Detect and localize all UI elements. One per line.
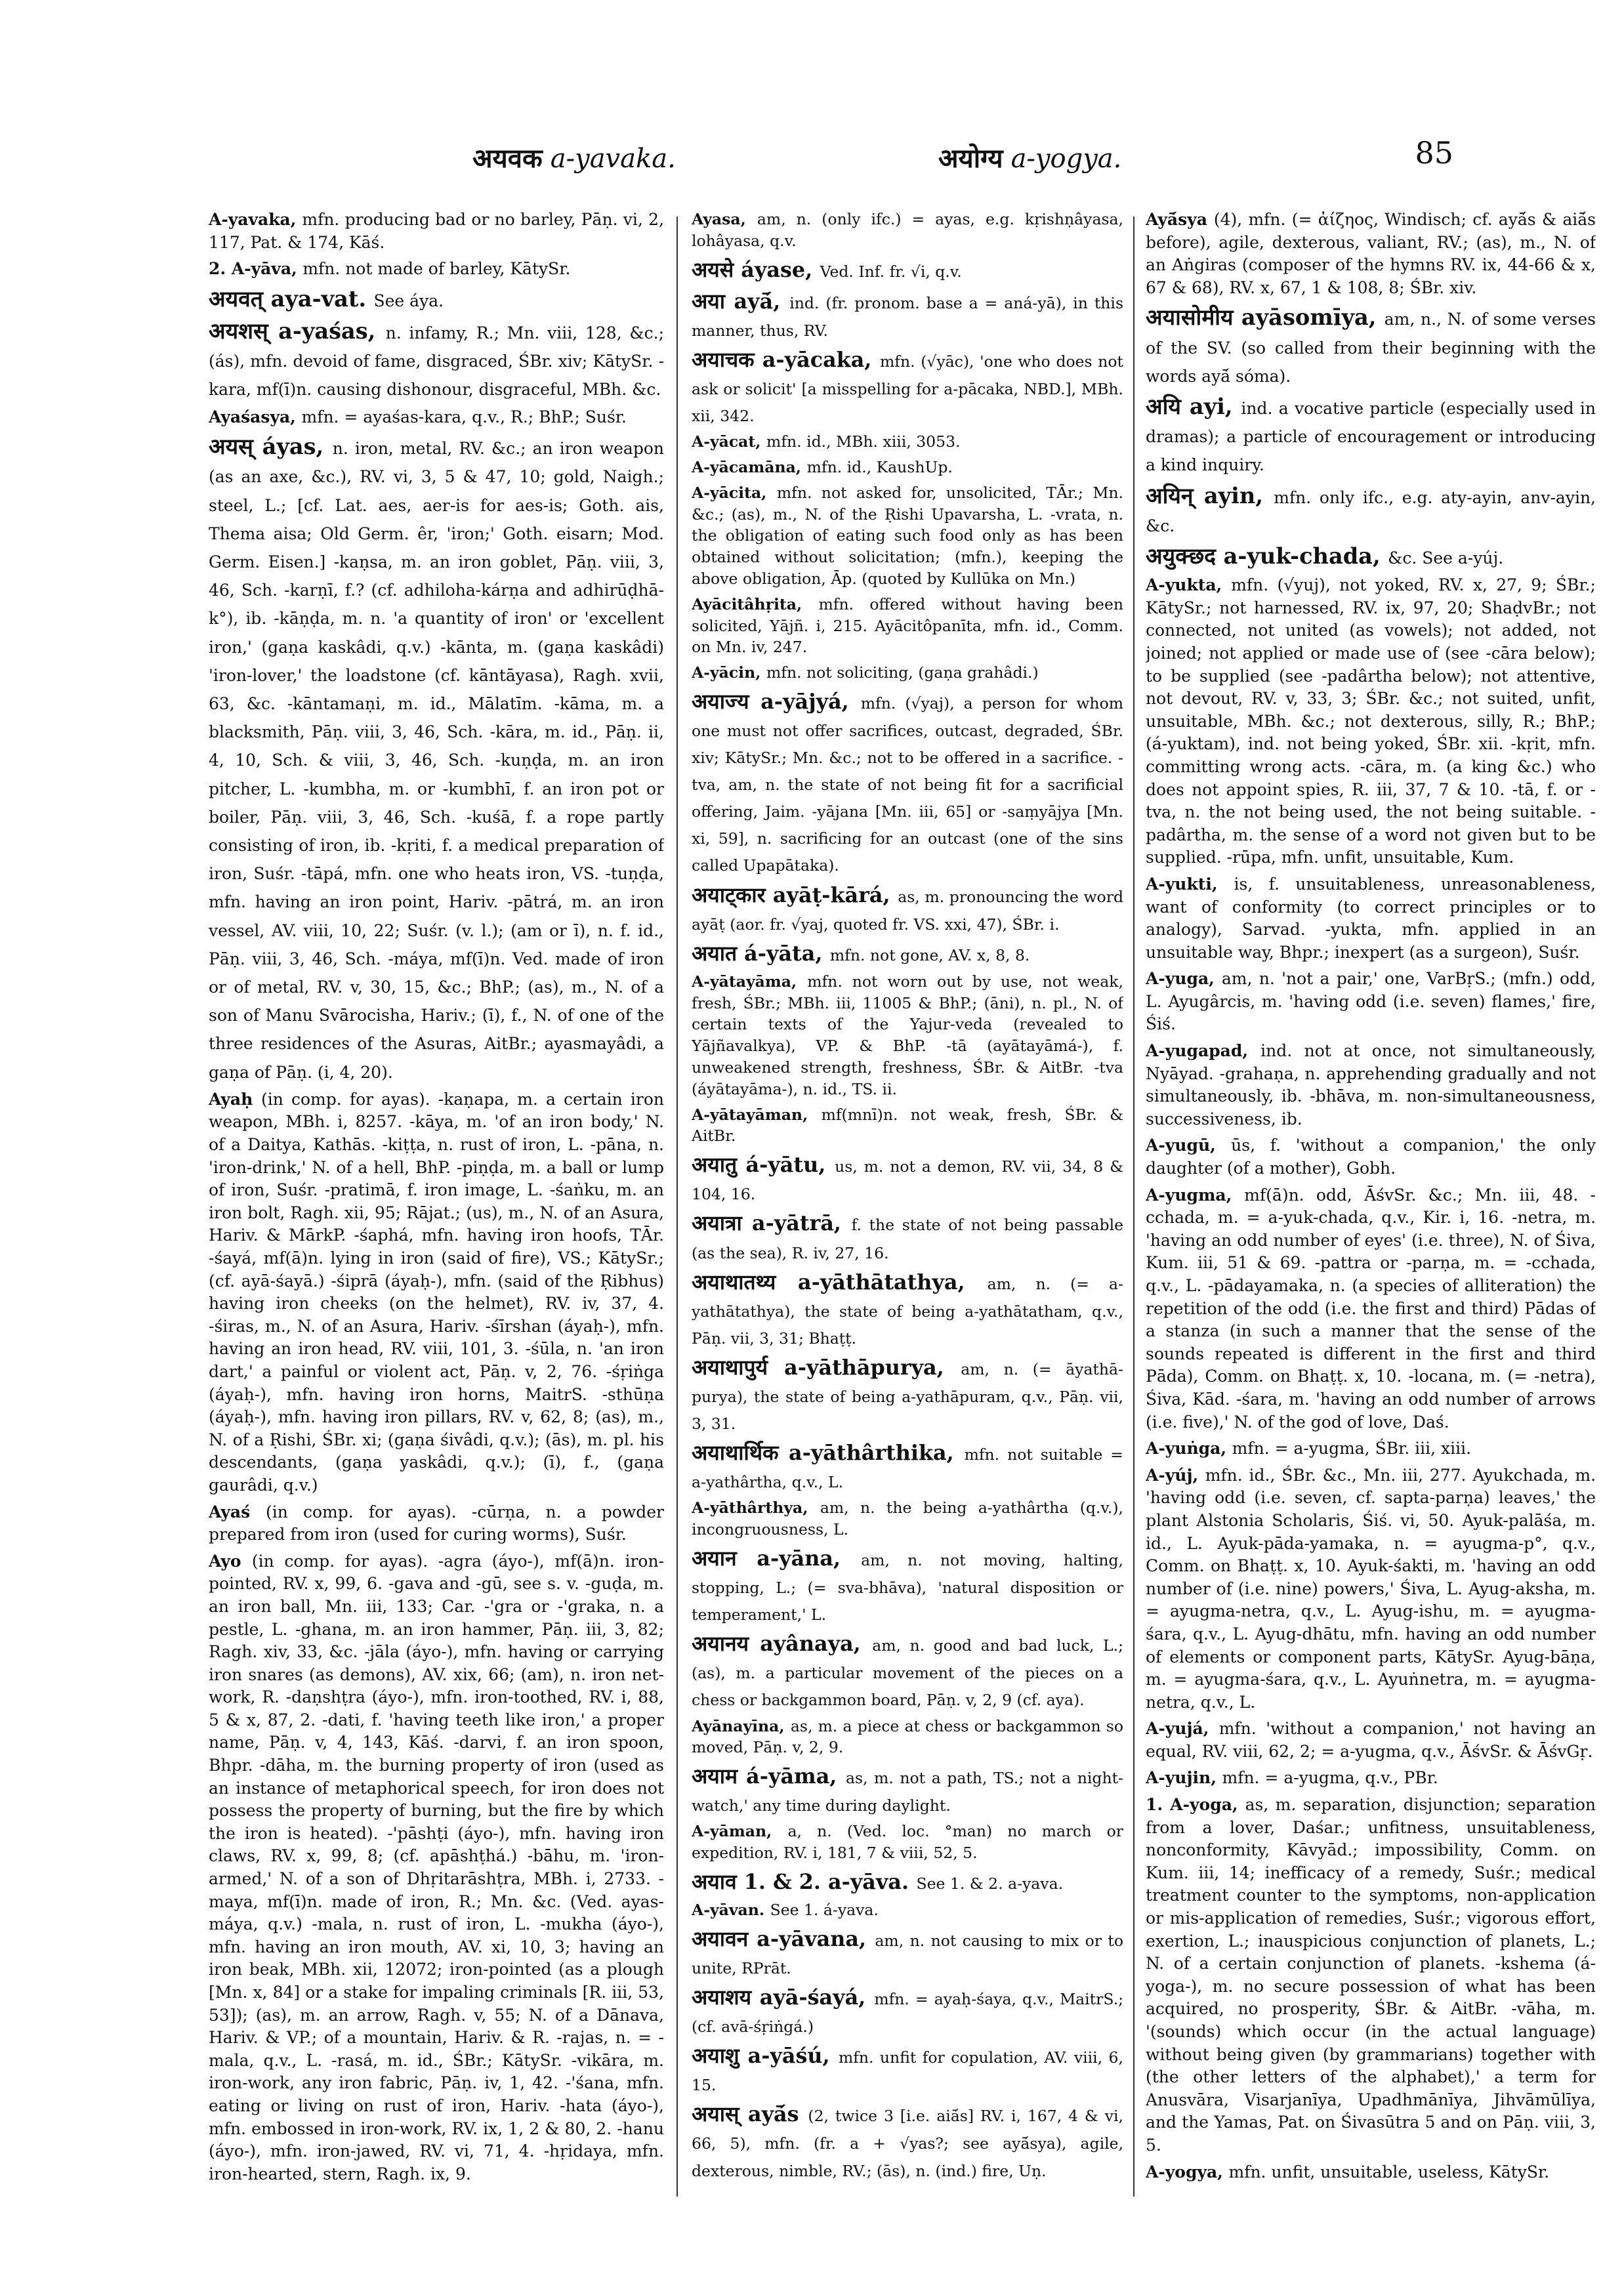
- entry-definition: am, n. (= a-yathātathya), the state of being a-yathātatham, q.v., Pāṇ. vii, 3, 31; Bhaṭṭ.: [692, 1274, 1123, 1348]
- dictionary-entry: [1146, 1794, 1596, 2157]
- entry-definition: (2, twice 3 [i.e. aiā́s] RV. i, 167, 4 & vi, 66, 5), mfn. (fr. a + √yas?; see ayā́sya), agile, dexterous, nimble, RV.; (ās), n. (ind.) fire, Uṇ.: [692, 2107, 1123, 2180]
- entry-definition: as, m. pronouncing the word ayāṭ (aor. fr. √yaj, quoted fr. VS. xxi, 47), ŚBr. i.: [692, 887, 1123, 934]
- entry-headword: Ayānayīna,: [692, 1716, 785, 1735]
- dictionary-entry: [692, 971, 1123, 1100]
- entry-headword: A-yācamāna,: [692, 457, 801, 476]
- entry-definition: am, n., N. of some verses of the SV. (so called from their beginning with the words ayā́ sóma).: [1146, 310, 1596, 386]
- entry-headword: अयाम á-yāma,: [692, 1764, 837, 1789]
- dictionary-entry: [1146, 1767, 1596, 1790]
- entry-headword: A-yogya,: [1146, 2162, 1223, 2181]
- entry-headword: Ayaḥ: [209, 1089, 253, 1109]
- entry-headword: 1. A-yoga,: [1146, 1795, 1238, 1815]
- entry-headword: Ayasa,: [692, 210, 746, 228]
- dictionary-entry: [209, 1550, 664, 2186]
- entry-headword: A-yugū,: [1146, 1136, 1216, 1155]
- entry-definition: mfn. not asked for, unsolicited, TĀr.; Mn. &c.; (as), m., N. of the Ṛishi Upavarsha, L. -vrata, n. the obligation of eating such food only as has been obtained without solicitation; (mfn.), keeping the above obligation, Āp. (quoted by Kullūka on Mn.): [692, 483, 1123, 588]
- entry-headword: अयातु á-yātu,: [692, 1153, 826, 1178]
- entry-definition: See 1. & 2. a-yava.: [916, 1874, 1064, 1893]
- entry-definition: as, m. not a path, TS.; not a night-watch,' any time during daylight.: [692, 1769, 1123, 1815]
- entry-definition: mfn. producing bad or no barley, Pāṇ. vi, 2, 117, Pat. & 174, Kāś.: [209, 210, 664, 252]
- dictionary-entry: [209, 406, 664, 429]
- entry-definition: mfn. = ayaśas-kara, q.v., R.; BhP.; Suśr.: [301, 407, 627, 426]
- entry-headword: अयाथापुर्य a-yāthāpurya,: [692, 1355, 944, 1380]
- column-divider: [1133, 217, 1135, 2197]
- dictionary-entry: [692, 209, 1123, 252]
- entry-definition: ind. (fr. pronom. base a = aná-yā), in this manner, thus, RV.: [692, 293, 1123, 340]
- entry-definition: mfn. 'without a companion,' not having an equal, RV. viii, 62, 2; = a-yugma, q.v., ĀśvSr. & ĀśvGṛ.: [1146, 1719, 1596, 1761]
- running-head-left-devanagari: अयवक: [472, 143, 543, 174]
- entry-definition: mfn. id., MBh. xiii, 3053.: [766, 432, 961, 451]
- running-head-left: [472, 139, 676, 175]
- entry-headword: अयिन् ayin,: [1146, 482, 1264, 508]
- entry-headword: A-yāman,: [692, 1822, 772, 1841]
- entry-headword: अयाज्य a-yājyá,: [692, 689, 849, 714]
- entry-definition: (in comp. for ayas). -agra (áyo-), mf(ā)n. iron-pointed, RV. x, 99, 6. -gava and -gū, see s. v. -guḍa, m. an iron ball, Mn. iii, 133; Car. -'gra or -'graka, n. a pestle, L. -ghana, m. an iron hammer, Pāṇ. iii, 3, 82; Ragh. xiv, 33, &c. -jāla (áyo-), mfn. having or carrying iron snares (as demons), AV. xix, 66; (am), n. iron net-work, R. -daṇshṭra (áyo-), mfn. iron-toothed, RV. i, 88, 5 & x, 87, 2. -dati, f. 'having teeth like iron,' a proper name, Pāṇ. v, 4, 143, Kāś. -darvi, f. an iron spoon, Bhpr. -dāha, m. the burning property of iron (used as an instance of metaphorical speech, for iron does not possess the property of burning, but the fire by which the iron is heated). -'pāshṭi (áyo-), mfn. having iron claws, RV. x, 99, 8; (cf. apāshṭhá.) -bāhu, m. 'iron-armed,' N. of a son of Dhṛitarāshṭra, MBh. i, 2733. -maya, mf(ī)n. made of iron, R.; Mn. &c. (Ved. ayas-máya, q.v.) -mala, n. rust of iron, L. -mukha (áyo-), mfn. having an iron mouth, AV. xi, 10, 3; having an iron beak, MBh. xii, 12072; iron-pointed (as a plough [Mn. x, 84] or a stake for impaling criminals [R. iii, 53, 53]); (as), m. an arrow, Ragh. v, 55; N. of a Dānava, Hariv. & VP.; of a mountain, Hariv. & R. -rajas, n. = -mala, q.v., L. -rasá, m. id., ŚBr.; KātySr. -vikāra, m. iron-work, any iron fabric, Pāṇ. iv, 1, 42. -'śana, mfn. eating or living on rust of iron, Hariv. -hata (áyo-), mfn. embossed in iron-work, RV. ix, 1, 2 & 80, 2. -hanu (áyo-), mfn. iron-jawed, RV. vi, 71, 4. -hṛidaya, mfn. iron-hearted, stern, Ragh. ix, 9.: [209, 1551, 664, 2183]
- dictionary-entry: [209, 285, 664, 313]
- dictionary-entry: [692, 688, 1123, 877]
- entry-definition: a, n. (Ved. loc. °man) no march or expedition, RV. i, 181, 7 & viii, 52, 5.: [692, 1822, 1123, 1863]
- dictionary-entry: [209, 1501, 664, 1546]
- entry-headword: A-yātayāman,: [692, 1105, 808, 1124]
- entry-definition: mfn. = ayaḥ-śaya, q.v., MaitrS.; (cf. avā-śṛiṅgá.): [692, 1989, 1123, 2037]
- dictionary-entry: [692, 1716, 1123, 1759]
- entry-headword: A-yāvan.: [692, 1900, 765, 1919]
- dictionary-entry: [1146, 2161, 1596, 2184]
- entry-definition: ūs, f. 'without a companion,' the only daughter (of a mother), Gobh.: [1146, 1136, 1596, 1178]
- entry-definition: am, n. not causing to mix or to unite, RPrāt.: [692, 1931, 1123, 1977]
- entry-headword: A-yuga,: [1146, 969, 1215, 989]
- entry-headword: A-yuṅga,: [1146, 1439, 1227, 1458]
- dictionary-entry: [692, 431, 1123, 453]
- dictionary-entry: [692, 457, 1123, 478]
- entry-headword: A-yúj,: [1146, 1465, 1199, 1485]
- entry-headword: Ayācitâhṛita,: [692, 594, 802, 613]
- dictionary-entry: [692, 2042, 1123, 2096]
- entry-headword: अयावन a-yāvana,: [692, 1926, 867, 1951]
- entry-headword: Ayo: [209, 1551, 241, 1571]
- dictionary-entry: [1146, 1437, 1596, 1460]
- dictionary-entry: [692, 287, 1123, 342]
- entry-definition: mfn. only ifc., e.g. aty-ayin, anv-ayin, &c.: [1146, 487, 1596, 535]
- dictionary-entry: [692, 1868, 1123, 1895]
- entry-definition: mfn. (√yuj), not yoked, RV. x, 27, 9; ŚBr.; KātySr.; not harnessed, RV. ix, 97, 20; ShaḍvBr.; not connected, not united (as vowels); not added, not joined; not applied or made use of (see -cāra below); to be supplied (see -padârtha below); not attentive, not devout, RV. v, 33, 3; ŚBr. &c.; not suited, unfit, unsuitable, MBh. &c.; not dexterous, silly, R.; BhP.; (á-yuktam), ind. not being yoked, ŚBr. xii. -kṛit, mfn. committing wrong acts. -cāra, m. (a king &c.) who does not appoint spies, R. iii, 37, 7 & 10. -tā, f. or -tva, n. the not being used, the not being suitable. -padârtha, m. the sense of a word not given but to be supplied. -rūpa, mfn. unfit, unsuitable, Kum.: [1146, 575, 1596, 867]
- entry-definition: mfn. not soliciting, (gaṇa grahâdi.): [766, 663, 1039, 682]
- entry-definition: am, n. good and bad luck, L.; (as), m. a particular movement of the pieces on a chess or backgammon board, Pāṇ. v, 2, 9 (cf. aya).: [692, 1636, 1123, 1710]
- dictionary-entry: [1146, 482, 1596, 538]
- entry-headword: अयास् ayā́s: [692, 2102, 799, 2127]
- entry-headword: अयानय ayânaya,: [692, 1632, 861, 1657]
- running-head-left-roman: a-yavaka.: [550, 144, 676, 174]
- entry-definition: mfn. unfit, unsuitable, useless, KātySr.: [1228, 2162, 1550, 2181]
- entry-definition: ind. a vocative particle (especially used in dramas); a particle of encouragement or introducing a kind inquiry.: [1146, 398, 1596, 475]
- entry-definition: mfn. not gone, AV. x, 8, 8.: [829, 945, 1030, 964]
- dictionary-entry: [692, 594, 1123, 658]
- entry-headword: अयाथार्थिक a-yāthârthika,: [692, 1441, 954, 1466]
- entry-headword: अयसे áyase,: [692, 257, 813, 282]
- entry-definition: ind. not at once, not simultaneously, Nyāyad. -grahaṇa, n. apprehending gradually and not simultaneously, ib. -bhāva, m. non-simultaneousness, successiveness, ib.: [1146, 1041, 1596, 1128]
- page-number: 85: [1415, 135, 1453, 171]
- dictionary-entry: [1146, 1184, 1596, 1434]
- entry-headword: A-yāthârthya,: [692, 1499, 808, 1518]
- column-middle: [692, 209, 1123, 2197]
- entry-headword: अयाचक a-yācaka,: [692, 347, 872, 372]
- entry-headword: A-yukta,: [1146, 575, 1222, 595]
- dictionary-entry: [692, 346, 1123, 427]
- dictionary-entry: [1146, 303, 1596, 388]
- dictionary-entry: [209, 1088, 664, 1497]
- entry-headword: अयशस् a-yaśas,: [209, 317, 376, 344]
- entry-definition: mfn. (√yaj), a person for whom one must not offer sacrifices, outcast, degraded, ŚBr. xiv; KātySr.; Mn. &c.; not to be offered in a sacrifice. -tva, am, n. the state of not being fit for a sacrificial offering, Jaim. -yājana [Mn. iii, 65] or -saṃyājya [Mn. xi, 59], n. sacrificing for an outcast (one of the sins called Upapātaka).: [692, 693, 1123, 875]
- dictionary-entry: [692, 881, 1123, 936]
- dictionary-entry: [692, 1354, 1123, 1435]
- running-head-center-roman: a-yogya.: [1010, 144, 1122, 174]
- entry-definition: Ved. Inf. fr. √i, q.v.: [820, 262, 962, 281]
- dictionary-entry: [209, 432, 664, 1085]
- entry-definition: mfn. id., KaushUp.: [806, 457, 953, 476]
- entry-headword: A-yukti,: [1146, 874, 1218, 894]
- dictionary-entry: [692, 256, 1123, 283]
- dictionary-entry: [692, 1544, 1123, 1626]
- running-head-center: [938, 139, 1121, 175]
- dictionary-entry: [209, 209, 664, 254]
- dictionary-entry: [692, 1439, 1123, 1493]
- entry-definition: n. infamy, R.; Mn. viii, 128, &c.; (ás), mfn. devoid of fame, disgraced, ŚBr. xiv; KātySr. -kara, mf(ī)n. causing dishonour, disgraceful, MBh. &c.: [209, 323, 664, 400]
- dictionary-entry: [692, 1762, 1123, 1817]
- entry-definition: mfn. id., ŚBr. &c., Mn. iii, 277. Ayukchada, m. 'having odd (i.e. seven, cf. sapta-parṇa) leaves,' the plant Alstonia Scholaris, Śiś. vi, 50. Ayuk-palāśa, m. id., L. Ayuk-pāda-yamaka, n. = ayugma-p°, q.v., Comm. on Bhaṭṭ. x, 10. Ayuk-śakti, m. 'having an odd number of (i.e. nine) powers,' Śiva, L. Ayug-aksha, m. = ayugma-netra, q.v., L. Ayug-ishu, m. = ayugma-śara, q.v., L. Ayug-dhātu, mfn. having an odd number of elements or component parts, KātySr. Ayug-bāṇa, m. = ayugma-śara, q.v., L. Ayuṅnetra, m. = ayugma-netra, q.v., L.: [1146, 1465, 1596, 1712]
- entry-headword: अयवत् aya-vat.: [209, 285, 367, 312]
- entry-headword: 2. A-yāva,: [209, 259, 297, 279]
- entry-definition: (4), mfn. (= ἀίζηος, Windisch; cf. ayā́s & aiā́s before), agile, dexterous, valiant, RV.; (as), m., N. of an Aṅgiras (composer of the hymns RV. ix, 44-66 & x, 67 & 68), RV. x, 67, 1 & 108, 8; ŚBr. xiv.: [1146, 210, 1596, 297]
- entry-headword: A-yātayāma,: [692, 972, 797, 991]
- entry-headword: A-yācat,: [692, 432, 761, 451]
- entry-headword: अयाशु a-yāśú,: [692, 2044, 830, 2069]
- entry-definition: (in comp. for ayas). -kaṇapa, m. a certain iron weapon, MBh. i, 8257. -kāya, m. 'of an iron body,' N. of a Daitya, Kathās. -kiṭṭa, n. rust of iron, L. -pāna, n. 'iron-drink,' N. of a hell, BhP. -piṇḍa, m. a ball or lump of iron, Suśr. -pratimā, f. iron image, L. -śaṅku, m. an iron bolt, Ragh. xii, 95; Rājat.; (us), m., N. of an Asura, Hariv. & MārkP. -śaphá, mfn. having iron hoofs, TĀr. -śayá, mf(ā)n. lying in iron (said of fire), VS.; KātySr.; (cf. ayā-śayā.) -śiprā (áyaḥ-), mfn. (said of the Ṛibhus) having iron cheeks (on the helmet), RV. iv, 37, 4. -śiras, m., N. of an Asura, Hariv. -śīrshan (áyaḥ-), mfn. having an iron head, RV. viii, 101, 3. -śūla, n. 'an iron dart,' a painful or violent act, Pāṇ. v, 2, 76. -śṛiṅga (áyaḥ-), mfn. having iron horns, MaitrS. -sthūṇa (áyaḥ-), mfn. having iron pillars, RV. v, 62, 8; (as), m., N. of a Ṛishi, ŚBr. xi; (gaṇa śivâdi, q.v.); (ās), m. pl. his descendants, (gaṇa yaskâdi, q.v.); (ī), f., (gaṇa gaurâdi, q.v.): [209, 1089, 664, 1495]
- entry-headword: अया ayā́,: [692, 289, 781, 314]
- entry-headword: A-yujá,: [1146, 1719, 1209, 1739]
- page-header: [0, 0, 1624, 210]
- dictionary-entry: [1146, 209, 1596, 299]
- entry-definition: mfn. = a-yugma, q.v., PBr.: [1222, 1768, 1438, 1788]
- dictionary-entry: [1146, 574, 1596, 869]
- column-divider: [677, 217, 678, 2197]
- entry-headword: अयात á-yāta,: [692, 941, 823, 966]
- dictionary-entry: [1146, 873, 1596, 964]
- entry-definition: mfn. (√yāc), 'one who does not ask or solicit' [a misspelling for a-pācaka, NBD.], MBh. xii, 342.: [692, 352, 1123, 426]
- entry-definition: mfn. not made of barley, KātySr.: [302, 259, 571, 279]
- entry-headword: A-yavaka,: [209, 210, 297, 229]
- entry-definition: n. iron, metal, RV. &c.; an iron weapon (as an axe, &c.), RV. vi, 3, 5 & 47, 10; gold, Naigh.; steel, L.; [cf. Lat. aes, aer-is for aes-is; Goth. ais, Thema aisa; Old Germ. êr, 'iron;' Goth. eisarn; Mod. Germ. Eisen.] -kaṇsa, m. an iron goblet, Pāṇ. viii, 3, 46, Sch. -karṇī, f.? (cf. adhiloha-kárṇa and adhirūḍhā-k°), ib. -kāṇḍa, m. n. 'a quantity of iron' or 'excellent iron,' (gaṇa kaskâdi, q.v.) -kānta, m. (gaṇa kaskâdi) 'iron-lover,' the loadstone (cf. kāntāyasa), Ragh. xvii, 63, &c. -kāntamaṇi, m. id., Mālatīm. -kāma, m. a blacksmith, Pāṇ. viii, 3, 46, Sch. -kāra, m. id., Pāṇ. ii, 4, 10, Sch. & viii, 3, 46, Sch. -kuṇḍa, m. an iron pitcher, L. -kumbha, m. or -kumbhī, f. an iron pot or boiler, Pāṇ. viii, 3, 46, Sch. -kuśā, f. a rope partly consisting of iron, ib. -kṛiti, f. a medical preparation of iron, Suśr. -tāpá, mfn. one who heats iron, VS. -tuṇḍa, mfn. having an iron point, Hariv. -pātrá, m. an iron vessel, AV. viii, 10, 22; Suśr. (v. l.); (am or ī), n. f. id., Pāṇ. viii, 3, 46, Sch. -máya, mf(ī)n. Ved. made of iron or of metal, RV. v, 30, 15, &c.; BhP.; (as), m., N. of a son of Manu Svārocisha, Hariv.; (ī), f., N. of one of the three residences of the Asuras, AitBr.; ayasmayâdi, a gaṇa of Pāṇ. (i, 4, 20).: [209, 439, 664, 1082]
- entry-definition: f. the state of not being passable (as the sea), R. iv, 27, 16.: [692, 1216, 1123, 1262]
- entry-definition: as, m. a piece at chess or backgammon so moved, Pāṇ. v, 2, 9.: [692, 1716, 1123, 1757]
- entry-definition: mfn. offered without having been solicited, Yājñ. i, 215. Ayācitôpanīta, mfn. id., Comm. on Mn. iv, 247.: [692, 594, 1123, 657]
- dictionary-entry: [692, 1630, 1123, 1711]
- entry-headword: अयान a-yāna,: [692, 1546, 841, 1571]
- dictionary-entry: [1146, 392, 1596, 478]
- dictionary-entry: [692, 1209, 1123, 1264]
- entry-definition: mfn. not worn out by use, not weak, fresh, ŚBr.; MBh. iii, 11005 & BhP.; (āni), n. pl., N. of certain texts of the Yajur-veda (revealed to Yājñavalkya), VP. & BhP. -tā (ayātayāmá-), f. unweakened strength, freshness, ŚBr. & AitBr. -tva (áyātayāma-), n. id., TS. ii.: [692, 972, 1123, 1098]
- column-left: [209, 209, 664, 2197]
- entry-headword: Ayaś: [209, 1502, 251, 1521]
- entry-definition: us, m. not a demon, RV. vii, 34, 8 & 104, 16.: [692, 1157, 1123, 1204]
- dictionary-entry: [692, 1925, 1123, 1979]
- entry-definition: is, f. unsuitableness, unreasonableness, want of conformity (to correct principles or to analogy), Sarvad. -yukta, mfn. applied in an unsuitable way, Bhpr.; inexpert (as a surgeon), Suśr.: [1146, 874, 1596, 962]
- column-right: [1146, 209, 1596, 2197]
- entry-headword: A-yugapad,: [1146, 1041, 1249, 1061]
- entry-definition: mfn. = a-yugma, ŚBr. iii, xiii.: [1232, 1439, 1472, 1458]
- entry-definition: am, n. 'not a pair,' one, VarBṛS.; (mfn.) odd, L. Ayugârcis, m. 'having odd (i.e. seven) flames,' fire, Śiś.: [1146, 969, 1596, 1034]
- entry-headword: अयुक्छद a-yuk-chada,: [1146, 543, 1381, 569]
- dictionary-entry: [1146, 968, 1596, 1036]
- dictionary-entry: [209, 258, 664, 281]
- dictionary-entry: [692, 940, 1123, 967]
- entry-headword: A-yācin,: [692, 663, 761, 682]
- dictionary-entry: [1146, 1718, 1596, 1763]
- entry-headword: अयाट्कार ayāṭ-kārá,: [692, 882, 890, 907]
- entry-definition: am, n. not moving, halting, stopping, L.; (= sva-bhāva), 'natural disposition or temperament,' L.: [692, 1550, 1123, 1624]
- dictionary-entry: [1146, 1134, 1596, 1180]
- entry-definition: (in comp. for ayas). -cūrṇa, n. a powder prepared from iron (used for curing worms), Suśr.: [209, 1502, 664, 1544]
- entry-headword: Ayā́sya: [1146, 210, 1207, 229]
- entry-headword: अयाथातथ्य a-yāthātathya,: [692, 1270, 965, 1294]
- entry-definition: mf(ā)n. odd, ĀśvSr. &c.; Mn. iii, 48. -cchada, m. = a-yuk-chada, q.v., Kir. i, 16. -netra, m. 'having an odd number of eyes' (i.e. three), N. of Śiva, Kum. iii, 51 & 69. -pattra or -parṇa, m. = -cchada, q.v., L. -pādayamaka, n. (a species of alliteration) the repetition of the odd (i.e. the first and third) Pādas of a stanza (in such a manner that the sense of the sounds repeated is different in the first and third Pāda), Comm. on Bhaṭṭ. x, 10. -locana, m. (= -netra), Śiva, Kād. -śara, m. 'having an odd number of arrows (i.e. five),' N. of the god of love, Daś.: [1146, 1185, 1596, 1432]
- dictionary-entry: [1146, 1040, 1596, 1130]
- dictionary-entry: [692, 1899, 1123, 1921]
- entry-headword: A-yugma,: [1146, 1185, 1232, 1205]
- entry-definition: as, m. separation, disjunction; separation from a lover, Daśar.; unfitness, unsuitableness, nonconformity, Kāvyād.; impossibility, Comm. on Kum. iii, 14; inefficacy of a remedy, Suśr.; medical treatment counter to the symptoms, non-application or mis-application of remedies, Suśr.; vigorous effort, exertion, L.; inauspicious conjunction of planets, L.; N. of a certain conjunction of planets. -kshema (á-yoga-), m. no secure possession of what has been acquired, no prosperity, ŚBr. & AitBr. -vāha, m. '(sounds) which occur (in the actual language) without being given (by grammarians) together with (the other letters of the alphabet),' a term for Anusvāra, Visarjanīya, Upadhmānīya, Jihvāmūlīya, and the Yamas, Pat. on Śivasūtra 5 and on Pāṇ. viii, 3, 5.: [1146, 1795, 1596, 2155]
- dictionary-entry: [692, 1151, 1123, 1205]
- entry-headword: अयस् áyas,: [209, 433, 324, 460]
- entry-definition: See áya.: [373, 291, 444, 310]
- entry-definition: am, n. (= āyathā-purya), the state of being a-yathāpuram, q.v., Pāṇ. vii, 3, 31.: [692, 1359, 1123, 1434]
- entry-definition: mf(mnī)n. not weak, fresh, ŚBr. & AitBr.: [692, 1105, 1123, 1146]
- entry-headword: अयात्रा a-yātrā,: [692, 1211, 841, 1236]
- entry-definition: am, n. the being a-yathârtha (q.v.), incongruousness, L.: [692, 1499, 1123, 1539]
- dictionary-entry: [692, 1497, 1123, 1540]
- entry-headword: अयाव 1. & 2. a-yāva.: [692, 1869, 909, 1894]
- dictionary-entry: [1146, 1464, 1596, 1714]
- running-head-center-devanagari: अयोग्य: [938, 143, 1003, 174]
- entry-headword: अयि ayi,: [1146, 392, 1233, 419]
- dictionary-entry: [692, 1983, 1123, 2038]
- dictionary-entry: [209, 317, 664, 402]
- dictionary-entry: [692, 482, 1123, 590]
- dictionary-entry: [692, 1104, 1123, 1148]
- entry-definition: am, n. (only ifc.) = ayas, e.g. kṛishṇâyasa, lohâyasa, q.v.: [692, 210, 1123, 250]
- entry-headword: A-yācita,: [692, 483, 767, 502]
- entry-headword: Ayaśasya,: [209, 407, 296, 426]
- dictionary-entry: [692, 2100, 1123, 2181]
- dictionary-entry: [692, 1821, 1123, 1864]
- dictionary-entry: [692, 1268, 1123, 1350]
- entry-definition: mfn. not suitable = a-yathârtha, q.v., L.: [692, 1445, 1123, 1492]
- dictionary-entry: [692, 662, 1123, 684]
- dictionary-entry: [1146, 542, 1596, 570]
- entry-definition: mfn. unfit for copulation, AV. viii, 6, 15.: [692, 2048, 1123, 2095]
- entry-headword: A-yujin,: [1146, 1768, 1217, 1788]
- entry-definition: See 1. á-yava.: [770, 1900, 879, 1919]
- entry-headword: अयाशय ayā-śayá,: [692, 1985, 866, 2010]
- entry-definition: &c. See a-yúj.: [1388, 548, 1504, 568]
- entry-headword: अयासोमीय ayāsomīya,: [1146, 304, 1377, 331]
